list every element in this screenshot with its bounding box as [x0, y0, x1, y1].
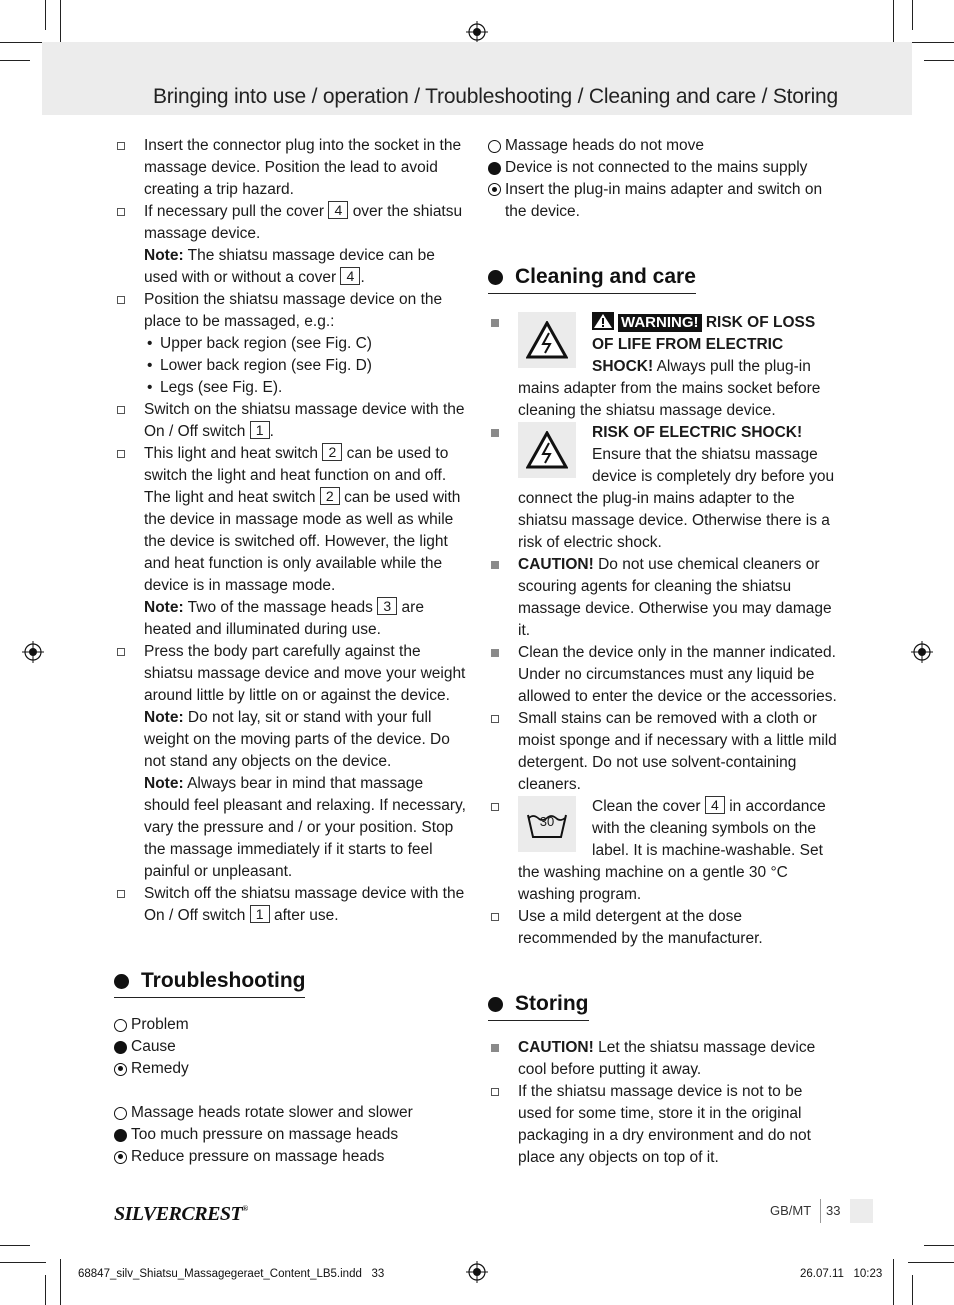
checkbox-bullet-icon [117, 208, 125, 216]
list-item: Clean the device only in the manner indicated. Under no circumstances must any liquid be allowed to enter the device or the accessories. [488, 642, 840, 708]
filled-square-bullet-icon [491, 561, 499, 569]
right-column [488, 135, 840, 1169]
filled-square-bullet-icon [491, 319, 499, 327]
troubleshooting-problem: Massage heads do not move [488, 135, 840, 157]
list-item: Position the shiatsu massage device on the place to be massaged, e.g.: • Upper back region (see Fig. C) • Lower back region (see Fig. D) • Legs (see Fig. E). [114, 289, 466, 399]
crop-mark [924, 1245, 954, 1246]
brand-logo: SILVERCREST® [114, 1203, 248, 1225]
warning-badge: WARNING! [618, 314, 702, 332]
step-text: Insert the connector plug into the socket in the massage device. Position the lead to avoid creating a trip hazard. [144, 137, 462, 198]
footer-divider [820, 1199, 821, 1223]
note-label: Note: [144, 247, 184, 264]
storing-heading: Storing [488, 990, 589, 1021]
remedy-symbol-icon [488, 183, 501, 196]
crop-mark [0, 1262, 46, 1263]
checkbox-bullet-icon [117, 406, 125, 414]
registration-mark-icon [22, 641, 44, 663]
checkbox-bullet-icon [117, 296, 125, 304]
crop-mark [912, 1275, 913, 1305]
crop-mark [908, 42, 954, 43]
checkbox-bullet-icon [491, 715, 499, 723]
problem-symbol-icon [114, 1107, 127, 1120]
note-label: Note: [144, 775, 184, 792]
crop-mark [60, 1259, 61, 1305]
crop-mark [0, 1245, 30, 1246]
list-item: This light and heat switch 2 can be used to switch the light and heat function on and off. The light and heat switch 2 can be used with the device in massage mode as well as while the device is switched off. However, the light and heat function is only available while the device is in massage mode. Note: Two of the massage heads 3 are heated and illuminated during use. [114, 443, 466, 641]
part-reference: 1 [250, 905, 270, 923]
filled-square-bullet-icon [491, 429, 499, 437]
troubleshooting-cause: Device is not connected to the mains supply [488, 157, 840, 179]
checkbox-bullet-icon [117, 142, 125, 150]
sub-list-item: • Upper back region (see Fig. C) [144, 333, 466, 355]
page-number: 33 [826, 1203, 841, 1218]
legend-problem: Problem [114, 1014, 466, 1036]
legend-remedy: Remedy [114, 1058, 466, 1080]
checkbox-bullet-icon [117, 450, 125, 458]
section-bullet-icon [488, 270, 503, 285]
part-reference: 2 [322, 443, 342, 461]
note-label: Note: [144, 709, 184, 726]
list-item: Use a mild detergent at the dose recommended by the manufacturer. [488, 906, 840, 950]
list-item: CAUTION! Do not use chemical cleaners or scouring agents for cleaning the shiatsu massage device. Otherwise you may damage it. [488, 554, 840, 642]
remedy-symbol-icon [114, 1151, 127, 1164]
part-reference: 1 [250, 421, 270, 439]
checkbox-bullet-icon [117, 648, 125, 656]
cause-symbol-icon [114, 1129, 127, 1142]
wash-30-icon [518, 796, 576, 852]
crop-mark [45, 1275, 46, 1305]
wash-temperature-label: 30 [539, 814, 555, 829]
electric-hazard-icon [518, 422, 576, 478]
cause-symbol-icon [114, 1041, 127, 1054]
crop-mark [908, 1262, 954, 1263]
list-item: Small stains can be removed with a cloth or moist sponge and if necessary with a little mild detergent. Do not use solvent-containing cleaners. [488, 708, 840, 796]
list-item [114, 135, 466, 201]
section-bullet-icon [488, 997, 503, 1012]
part-reference: 2 [320, 487, 340, 505]
problem-symbol-icon [114, 1019, 127, 1032]
print-file-info: 68847_silv_Shiatsu_Massagegeraet_Content_LB5.indd 33 [78, 1268, 385, 1280]
list-item: 30 Clean the cover 4 in accordance with the cleaning symbols on the label. It is machine-washable. Set the washing machine on a gentle 30 °C washing program. [488, 796, 840, 906]
language-code: GB/MT [770, 1203, 812, 1218]
page-title: Bringing into use / operation / Troubleshooting / Cleaning and care / Storing [152, 85, 838, 108]
legend-cause: Cause [114, 1036, 466, 1058]
warning-triangle-icon [592, 312, 614, 330]
part-reference: 4 [340, 267, 360, 285]
troubleshooting-remedy: Insert the plug-in mains adapter and switch on the device. [488, 179, 840, 223]
note-label: Note: [144, 599, 184, 616]
troubleshooting-problem: Massage heads rotate slower and slower [114, 1102, 466, 1124]
crop-mark [0, 42, 46, 43]
registration-mark-icon [466, 1261, 488, 1283]
checkbox-bullet-icon [491, 913, 499, 921]
list-item: Switch off the shiatsu massage device with the On / Off switch 1 after use. [114, 883, 466, 927]
crop-mark [893, 0, 894, 46]
electric-hazard-icon [518, 312, 576, 368]
print-date-info: 26.07.11 10:23 [800, 1268, 883, 1280]
left-column [114, 135, 466, 1168]
footer-tab [850, 1199, 873, 1223]
crop-mark [912, 0, 913, 30]
filled-square-bullet-icon [491, 649, 499, 657]
troubleshooting-cause: Too much pressure on massage heads [114, 1124, 466, 1146]
section-bullet-icon [114, 974, 129, 989]
crop-mark [924, 60, 954, 61]
cleaning-heading: Cleaning and care [488, 263, 696, 294]
crop-mark [893, 1259, 894, 1305]
troubleshooting-heading: Troubleshooting [114, 967, 305, 998]
crop-mark [45, 0, 46, 30]
checkbox-bullet-icon [117, 890, 125, 898]
part-reference: 3 [377, 597, 397, 615]
cause-symbol-icon [488, 162, 501, 175]
checkbox-bullet-icon [491, 803, 499, 811]
troubleshooting-remedy: Reduce pressure on massage heads [114, 1146, 466, 1168]
problem-symbol-icon [488, 140, 501, 153]
list-item: RISK OF ELECTRIC SHOCK! Ensure that the shiatsu massage device is completely dry before you connect the plug-in mains adapter to the shiatsu massage device. Otherwise there is a risk of electric shock. [488, 422, 840, 554]
list-item: Press the body part carefully against the shiatsu massage device and move your weight around little by little on or against the device. Note: Do not lay, sit or stand with your full weight on the moving parts of the device. Do not stand any objects on the device. Note: Always bear in mind that massage should feel pleasant and relaxing. If necessary, vary the pressure and / or your position. Stop the massage immediately if it starts to feel painful or unpleasant. [114, 641, 466, 883]
list-item: Switch on the shiatsu massage device with the On / Off switch 1 . [114, 399, 466, 443]
crop-mark [0, 60, 30, 61]
list-item: If necessary pull the cover 4 over the shiatsu massage device. Note: The shiatsu massage device can be used with or without a cover 4 . [114, 201, 466, 289]
filled-square-bullet-icon [491, 1044, 499, 1052]
checkbox-bullet-icon [491, 1088, 499, 1096]
registration-mark-icon [466, 21, 488, 43]
crop-mark [60, 0, 61, 46]
registration-mark-icon [911, 641, 933, 663]
list-item: CAUTION! Let the shiatsu massage device cool before putting it away. [488, 1037, 840, 1081]
part-reference: 4 [328, 201, 348, 219]
sub-list-item: • Legs (see Fig. E). [144, 377, 466, 399]
remedy-symbol-icon [114, 1063, 127, 1076]
sub-list-item: • Lower back region (see Fig. D) [144, 355, 466, 377]
list-item: If the shiatsu massage device is not to be used for some time, store it in the original packaging in a dry environment and do not place any objects on top of it. [488, 1081, 840, 1169]
part-reference: 4 [705, 796, 725, 814]
list-item: WARNING! RISK OF LOSS OF LIFE FROM ELECTRIC SHOCK! Always pull the plug-in mains adapter from the mains socket before cleaning the shiatsu massage device. [488, 312, 840, 422]
